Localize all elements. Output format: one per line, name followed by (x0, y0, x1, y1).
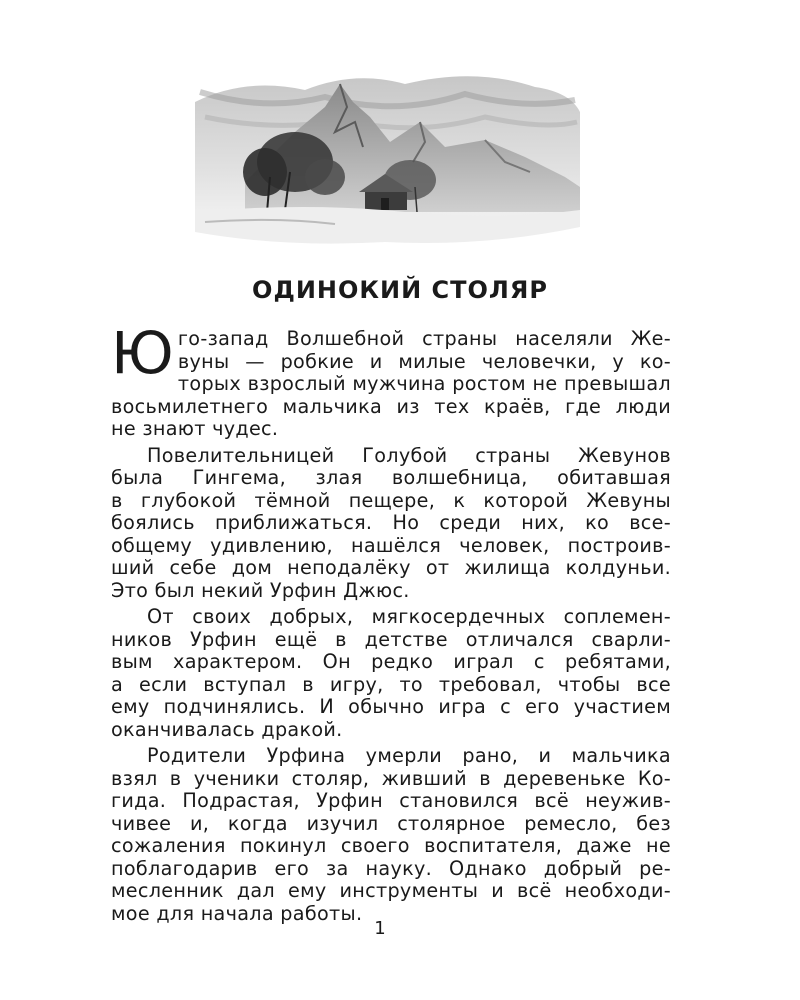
text-line: ему подчинялись. И обычно игра с его участием (111, 695, 671, 718)
drop-cap-letter: Ю (111, 319, 174, 387)
text-line: не знают чудес. (111, 417, 279, 440)
winter-landscape-illustration (185, 62, 585, 252)
text-line: Родители Урфина умерли рано, и мальчика (147, 744, 671, 767)
text-line: взял в ученики столяр, живший в деревеньке Ко- (111, 766, 671, 790)
text-line: мое для начала работы. (111, 901, 363, 925)
text-line: торых взрослый мужчина ростом не превышал (177, 372, 671, 395)
text-line: а если вступал в игру, то требовал, чтобы все (111, 672, 671, 696)
text-line: вуны — робкие и милые человечки, у ко- (177, 349, 671, 373)
text-line: была Гингема, злая волшебница, обитавшая (111, 466, 671, 489)
text-line: ников Урфин ещё в детстве отличался сварли- (111, 627, 671, 651)
text-line: оканчивалась дракой. (111, 717, 343, 741)
text-line: чивее и, когда изучил столярное ремесло, без (111, 811, 671, 835)
text-line: месленник дал ему инструменты и всё необходи- (111, 879, 671, 902)
text-line: От своих добрых, мягкосердечных соплемен- (147, 605, 671, 628)
chapter-text (111, 319, 671, 925)
text-line: гида. Подрастая, Урфин становился всё неужив- (111, 789, 671, 812)
text-line: поблагодарив его за науку. Однако добрый ре- (111, 856, 671, 880)
text-line: сожаления покинул своего воспитателя, даже не (111, 834, 671, 857)
text-line: восьмилетнего мальчика из тех краёв, где люди (111, 394, 671, 418)
text-line: боялись приближаться. Но среди них, ко все- (111, 511, 671, 534)
text-line: Повелительницей Голубой страны Жевунов (147, 443, 671, 467)
chapter-title: ОДИНОКИЙ СТОЛЯР (252, 276, 548, 304)
text-line: Это был некий Урфин Джюс. (111, 578, 410, 602)
text-line: в глубокой тёмной пещере, к которой Жевуны (111, 488, 671, 512)
text-line: вым характером. Он редко играл с ребятами, (111, 650, 671, 673)
text-line: го-запад Волшебной страны населяли Же- (177, 327, 671, 350)
text-line: ший себе дом неподалёку от жилища колдуньи. (111, 556, 671, 579)
text-line: общему удивлению, нашёлся человек, построив- (111, 533, 671, 557)
page-number: 1 (374, 918, 386, 939)
